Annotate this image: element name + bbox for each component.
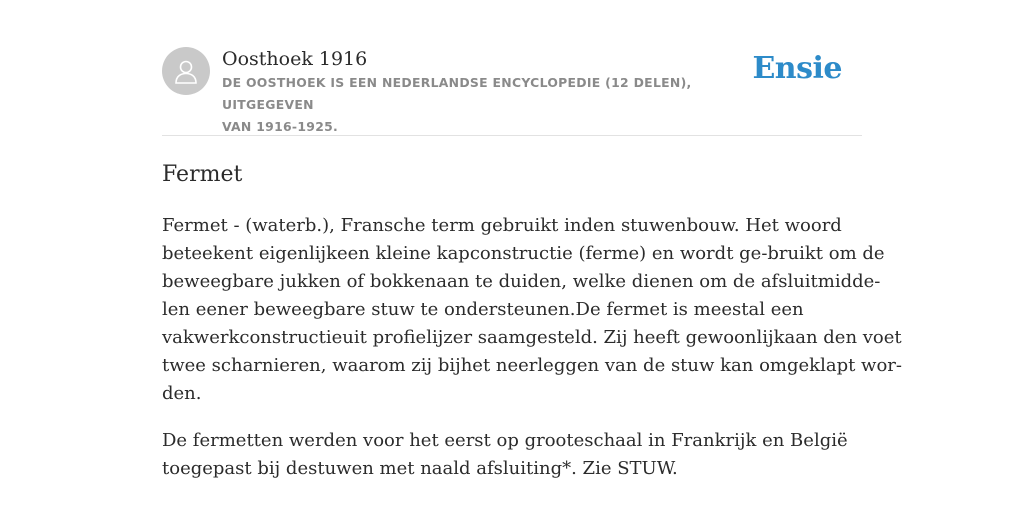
source-description <box>222 72 757 138</box>
user-icon <box>172 57 200 85</box>
text-line: De fermetten werden voor het eerst op grooteschaal in Frankrijk en België <box>162 430 848 451</box>
text-line: beweegbare jukken of bokkenaan te duiden, welke dienen om de afsluitmidde- <box>162 271 881 292</box>
text-line: beteekent eigenlijkeen kleine kapconstructie (ferme) en wordt ge-bruikt om de <box>162 243 885 264</box>
entry-paragraph <box>162 212 902 408</box>
text-line: vakwerkconstructieuit profielijzer saamgesteld. Zij heeft gewoonlijkaan den voet <box>162 327 902 348</box>
entry-paragraph <box>162 427 862 483</box>
avatar[interactable] <box>162 47 210 95</box>
source-header <box>162 47 862 134</box>
text-line: len eener beweegbare stuw te ondersteunen.De fermet is meestal een <box>162 299 804 320</box>
entry-body <box>162 212 902 502</box>
entry-title: Fermet <box>162 162 243 187</box>
text-line: den. <box>162 383 202 404</box>
text-line: Fermet - (waterb.), Fransche term gebruikt inden stuwenbouw. Het woord <box>162 215 842 236</box>
page <box>162 0 902 512</box>
source-description-line: VAN 1916-1925. <box>222 119 339 134</box>
divider <box>162 135 862 136</box>
source-description-line: DE OOSTHOEK IS EEN NEDERLANDSE ENCYCLOPEDIE (12 DELEN), UITGEGEVEN <box>222 75 692 112</box>
text-line: twee scharnieren, waarom zij bijhet neerleggen van de stuw kan omgeklapt wor- <box>162 355 902 376</box>
ensie-logo[interactable]: Ensie <box>752 51 842 86</box>
text-line: toegepast bij destuwen met naald afsluiting*. Zie STUW. <box>162 458 678 479</box>
source-title[interactable]: Oosthoek 1916 <box>222 48 368 70</box>
